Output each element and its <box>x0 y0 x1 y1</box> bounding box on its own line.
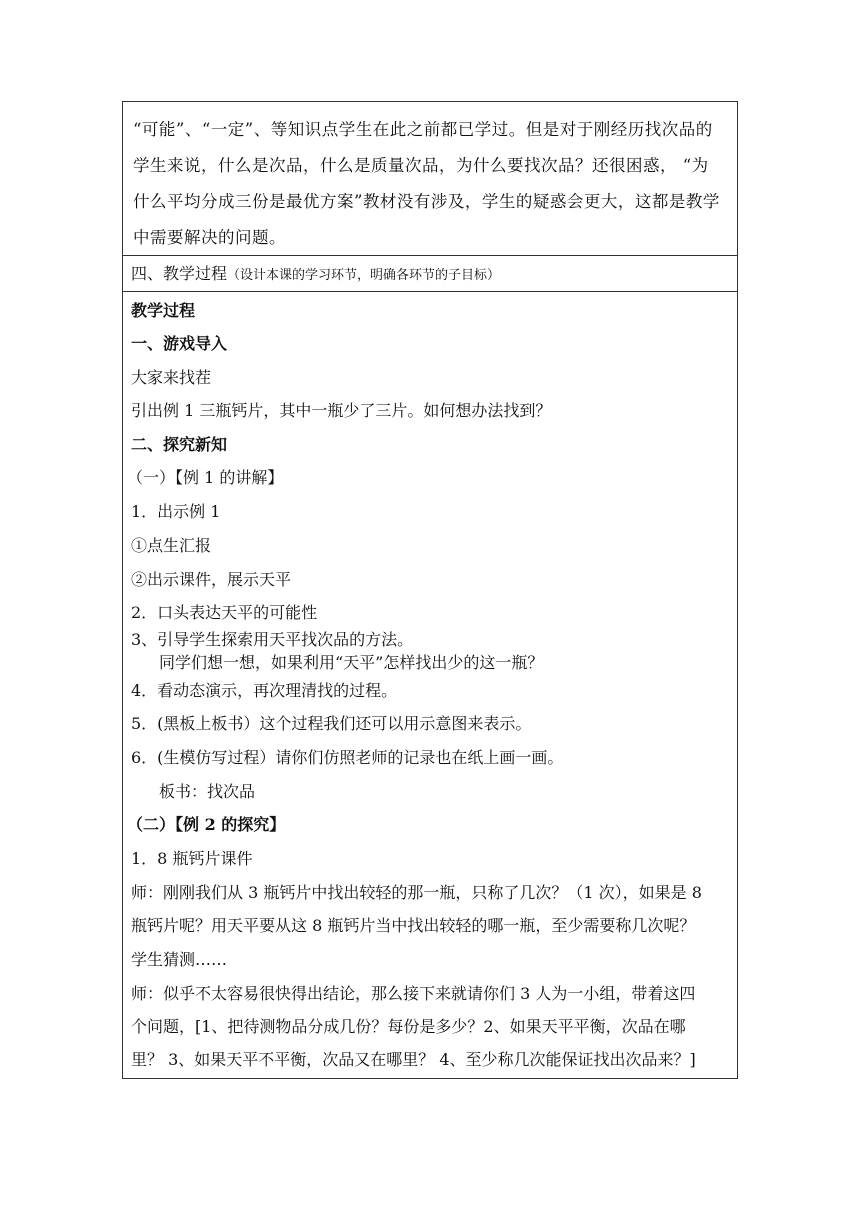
ex1-step-6: 6．(生模仿写过程）请你们仿照老师的记录也在纸上画一画。 <box>131 748 564 767</box>
ex2-line-5: 师：似乎不太容易很快得出结论，那么接下来就请你们 3 人为一小组，带着这四 <box>131 984 696 1003</box>
analysis-line-4: 中需要解决的问题。 <box>133 228 286 247</box>
lead-in-line: 引出例 1 三瓶钙片，其中一瓶少了三片。如何想办法找到？ <box>131 401 552 420</box>
section-four-header-cell <box>123 256 737 292</box>
ex2-line-2: 师：刚刚我们从 3 瓶钙片中找出较轻的那一瓶，只称了几次？（1 次），如果是 8 <box>131 883 702 902</box>
ex1-step-3-question: 同学们想一想，如果利用“天平”怎样找出少的这一瓶？ <box>159 653 544 672</box>
ex2-line-6: 个问题，[1、把待测物品分成几份？每份是多少？2、如果天平平衡，次品在哪 <box>131 1017 686 1036</box>
teaching-process-cell <box>123 292 737 1078</box>
part1-title: 一、游戏导入 <box>131 334 228 353</box>
section-four-note: （设计本课的学习环节，明确各环节的子目标） <box>227 268 501 283</box>
ex1-step-4: 4．看动态演示，再次理清找的过程。 <box>131 681 398 700</box>
ex2-line-4: 学生猜测…… <box>131 950 228 969</box>
ex2-line-3: 瓶钙片呢？用天平要从这 8 瓶钙片当中找出较轻的哪一瓶，至少需要称几次呢？ <box>131 916 696 935</box>
ex1-step-1a: ①点生汇报 <box>131 536 212 555</box>
ex1-step-3: 3、引导学生探索用天平找次品的方法。 <box>131 630 414 649</box>
ex1-heading: （一）【例 1 的讲解】 <box>127 468 284 487</box>
analysis-line-3: 什么平均分成三份是最优方案”教材没有涉及，学生的疑惑会更大，这都是教学 <box>133 192 720 211</box>
ex2-line-7: 里？ 3、如果天平不平衡，次品又在哪里？ 4、至少称几次能保证找出次品来？] <box>131 1050 696 1069</box>
ex2-heading: （二）【例 2 的探究】 <box>127 815 286 834</box>
lesson-plan-table <box>122 101 738 1079</box>
ex1-step-1: 1．出示例 1 <box>131 502 221 521</box>
process-title: 教学过程 <box>131 301 196 320</box>
board-note: 板书：找次品 <box>159 782 256 801</box>
ex1-step-5: 5．(黑板上板书）这个过程我们还可以用示意图来表示。 <box>131 714 532 733</box>
ex2-line-1: 1．8 瓶钙片课件 <box>131 849 253 868</box>
section-four-heading: 四、教学过程 <box>131 264 228 283</box>
game-line: 大家来找茬 <box>131 368 212 387</box>
analysis-line-2: 学生来说，什么是次品，什么是质量次品，为什么要找次品？还很困惑， “为 <box>133 156 709 175</box>
ex1-step-1b: ②出示课件，展示天平 <box>131 570 292 589</box>
analysis-line-1: “可能”、“一定”、等知识点学生在此之前都已学过。但是对于刚经历找次品的 <box>133 120 713 139</box>
part2-title: 二、探究新知 <box>131 435 228 454</box>
analysis-cell <box>123 102 737 256</box>
ex1-step-2: 2．口头表达天平的可能性 <box>131 603 318 622</box>
